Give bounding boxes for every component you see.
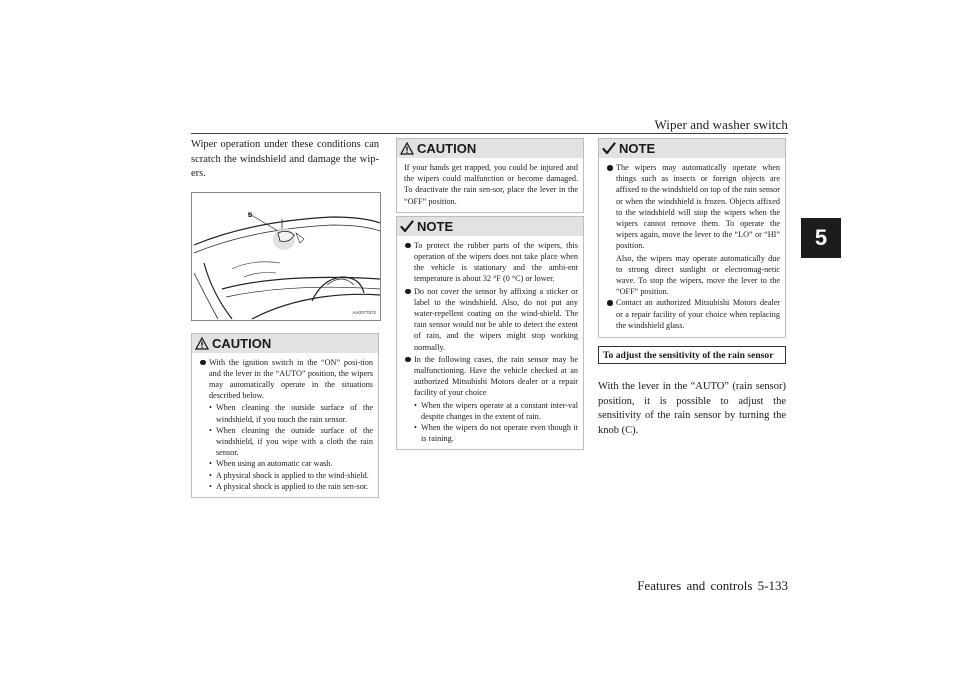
note-bullet: Contact an authorized Mitsubishi Motors dealer or a repair facility of your choice when replacing the windshield glass. <box>606 297 780 331</box>
note-bullet: In the following cases, the rain sensor may be malfunctioning. Have the vehicle checked at an authorized Mitsubishi Motors dealer or a repair facility of your choice <box>404 354 578 399</box>
header-rule <box>191 133 788 134</box>
note-heading-text: NOTE <box>619 141 656 156</box>
page-number: 5-133 <box>757 578 788 593</box>
caution-item: • When using an automatic car wash. <box>209 459 333 469</box>
section-heading: To adjust the sensitivity of the rain sensor <box>598 346 786 364</box>
warning-triangle-icon <box>400 142 414 155</box>
page-header-title: Wiper and washer switch <box>654 117 788 132</box>
chapter-tab: 5 <box>801 218 841 258</box>
caution-heading-text: CAUTION <box>212 335 272 351</box>
footer-section: Features and controls <box>637 578 753 593</box>
caution-box-2 <box>396 138 584 213</box>
sensitivity-paragraph: With the lever in the “AUTO” (rain sensor) position, it is possible to adjust the sensitivity of the rain sensor by turning the knob (C). <box>598 381 786 436</box>
caution-box <box>191 333 379 498</box>
note-heading-text: NOTE <box>417 218 454 234</box>
checkmark-icon <box>400 220 414 233</box>
note-bullet: The wipers may automatically operate when things such as insects or foreign objects are affixed to the windshield on top of the rain sensor or when the windshield is frozen. Objects affixed to the windshield will stop the wipers when the wipers cannot remove them. To operate the wipers again, move the lever to the “LO” or “HI” position. <box>606 162 780 252</box>
caution-heading-text: CAUTION <box>417 141 477 156</box>
windshield-illustration <box>191 192 381 321</box>
column-3 <box>598 138 786 438</box>
caution-item: • When cleaning the outside surface of the windshield, if you touch the rain sensor. <box>209 403 373 424</box>
note-bullet: To protect the rubber parts of the wipers, this operation of the wipers does not take place when the vehicle is stationary and the ambi-ent temperature is about 32 °F (0 °C) or lower. <box>404 240 578 285</box>
caution-text: If your hands get trapped, you could be injured and the wipers could malfunction or become damaged. To deactivate the rain sen-sor, place the lever in the “OFF” position. <box>404 163 578 206</box>
caution-item: • A physical shock is applied to the wind-shield. <box>209 470 369 480</box>
intro-paragraph: Wiper operation under these conditions can scratch the windshield and damage the wip-ers. <box>191 139 379 179</box>
caution-heading <box>192 334 378 353</box>
note-heading <box>397 217 583 236</box>
figure-code: AA0077572 <box>352 309 376 315</box>
column-1 <box>191 138 379 498</box>
column-2 <box>396 138 584 450</box>
warning-triangle-icon <box>195 337 209 350</box>
note-item: • When the wipers do not operate even though it is raining. <box>414 423 578 444</box>
note-item: • When the wipers operate at a constant inter-val despite changes in the extent of rain. <box>414 400 578 421</box>
page-footer <box>637 578 788 594</box>
note-box <box>396 216 584 451</box>
note-bullet-continuation: Also, the wipers may operate automatically due to strong direct sunlight or electromag-netic wave. To stop the wipers, move the lever to the “OFF” position. <box>616 253 780 297</box>
caution-heading <box>397 139 583 158</box>
caution-item: • When cleaning the outside surface of the windshield, if you wipe with a cloth the rain sensor. <box>209 425 373 458</box>
note-bullet: Do not cover the sensor by affixing a sticker or label to the windshield. Also, do not put any water-repellent coating on the wind-shield. The rain sensor would not be able to detect the extent of rain, and the wipers might stop working normally. <box>404 286 578 353</box>
figure-callout-label: B <box>248 212 253 219</box>
caution-bullet: With the ignition switch in the “ON” posi-tion and the lever in the “AUTO” position, the wipers may automatically operate in the situations described below. <box>199 357 373 402</box>
note-box-2 <box>598 138 786 338</box>
windshield-drawing <box>192 193 380 320</box>
note-heading <box>599 139 785 158</box>
caution-item: • A physical shock is applied to the rain sen-sor. <box>209 481 369 491</box>
checkmark-icon <box>602 142 616 155</box>
